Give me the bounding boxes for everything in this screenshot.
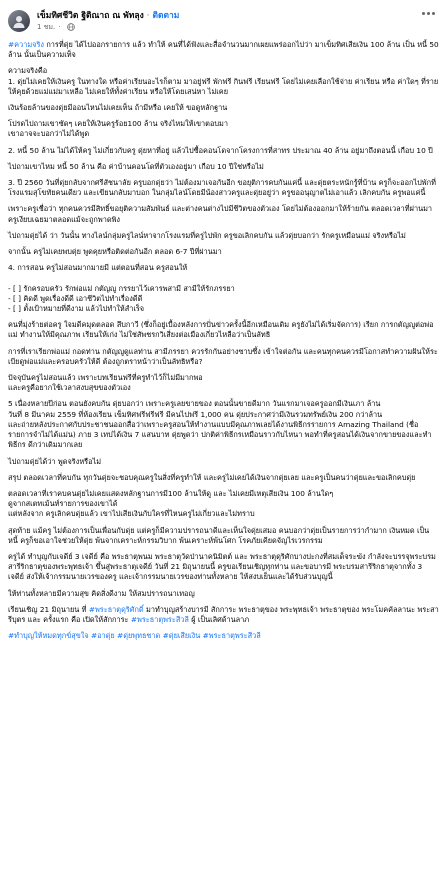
paragraph-text: ผู้ เป็นเลิศด้านลาภ (188, 614, 250, 624)
hashtag-link[interactable]: #ความจริง (8, 40, 44, 49)
post-paragraph: 4. การสอน ครูไม่สอนมากมายมี แต่ตอนที่สอน ครูสอนให้ - [ ] รักครอบครัว รักพ่อแม่ กตัญญู กรรยาไว้เคารพสามี สามีให้รักภรรยา - [ ] คิดดี พูดเรื่องดีดี เอาชีวิตไปทำเรื่องดีดี - [ ] ตั้งเป้าหมายที่ดีงาม แล้วไปทำให้สำเร็จ (8, 263, 235, 314)
post-timestamp[interactable]: 1 ชม. (37, 22, 56, 31)
post-paragraph: เพราะครูเชื่อว่า ทุกคนควรมีสิทธิ์ขอยุติความสัมพันธ์ และต่างคนต่างไปมีชีวิตของตัวเอง โดยไม่ต้องออกมาให้ร้ายกัน ตลอดเวลาที่ผ่านมา ครูเงียบเฉยมาตลอดแม้จะถูกพาดพิง (8, 204, 433, 224)
post-paragraph (8, 40, 439, 60)
post-paragraph: ไปถามดุ่ยได้ ว่า วันนั้น ทางไลน์กลุ่มครูไลน์หาจากโรงแรมที่ครูไปพัก ครูขอเลิกคบกัน แล้วดุ่ยบอกว่า รักครูเหมือนแม่ จริงหรือไม่ (8, 230, 406, 240)
post-body (8, 40, 439, 641)
post-paragraph: สุดท้าย แม้ครู ไม่ต้องการเป็นเพื่อนกับดุ่ย แต่ครูก็มีความปรารถนาดีและเห็นใจดุ่ยเสมอ คนบอกว่าดุ่ยเป็นรายการว่ากำมาก เงินหมด เป็นหนี้ ครูก็ขอเอาใจช่วยให้ดุ่ย พ้นจากเคราะห์กรรมวิบาก พ้นเคราะห์พ้นโศก โรคภัยเคียดจัญไรเวรกรรม (8, 525, 430, 545)
hashtag-link[interactable]: #พระธาตุดุริศักดิ์ (88, 604, 144, 614)
post-paragraph: สรุป ตลอดเวลาที่คบกัน ทุกวันดุ่ยจะชอบคุณครูในสิ่งที่ครูทำให้ และครูไม่เคยได้เงินจากดุ่ยเลย และครูเป็นคนว่าดุ่ยและขอเลิกคบดุ่ย (8, 472, 416, 482)
post-paragraph: จากนั้น ครูไม่เคยพบดุ่ย พูดคุยหรือติดต่อกันอีก ตลอด 6-7 ปีที่ผ่านมา (8, 247, 222, 257)
paragraph-text: เรียนเชิญ 21 มิถุนายน ที่ (8, 604, 89, 614)
post-meta (37, 11, 179, 32)
post-paragraph: 2. หนี้ 50 ล้าน ไม่ได้ให้ครู ไม่เกี่ยวกับครู ดุ่ยหาที่อยู่ แล้วไปซื้อคอนโดจากโครงการที่สาทร ประมาณ 40 ล้าน อยู่มาถึงตอนนี้ เกือบ 10 ปี (8, 145, 433, 155)
post-paragraph: คนที่มุ่งร้ายต่อครู ใจมดีคมุดตลอด ลึบกาวี (ซึ่งก็อยู่เบื้องหลังการปั่นข่าวครั้งนี้อีกเหมือนเดิม ครูยังไม่ได้เริ่มจัดการ) เรียก การกตัญญูต่อพ่อแม่ ทำงานให้มีคุณภาพ เรียนให้เก่ง ไม่ใช่สัพชรกวิเสี่ยงต่อเมืองเกี่ยวไหลือว่าเป็นลัทธิ (8, 320, 434, 340)
post-paragraph (8, 605, 439, 625)
time-row (37, 22, 179, 32)
post-header (8, 6, 439, 36)
post-paragraph: ไปถามเขาไหม หนี้ 50 ล้าน คือ ค่าบ้านคอนโดที่ตัวเองอยู่มา เกือบ 10 ปีใช่หรือไม่ (8, 161, 264, 171)
author-name[interactable]: เข็มทิศชีวิต ฐิติณาถ ณ พัทลุง (37, 10, 144, 21)
more-options-icon[interactable] (422, 12, 435, 15)
post-paragraph: ไปถามดุ่ยได้ว่า พูดจริงหรือไม่ (8, 456, 102, 466)
post-paragraph: ครูได้ ทำบุญกับเจดีย์ 3 เจดีย์ คือ พระธาตุพนม พระธาตุวัดป่านาคนิมิตต์ และ พระธาตุดุริศักบางปะกงที่สมเด็จระฆัง กำลังจะบรรจุพระบรมสารีริกธาตุของพระพุทธเจ้า ขึ้นสู่พระธาตุเจดีย์ วันที่ 21 มิถุนายนนี้ ครูขอเรียนเชิญทุกท่าน และขอบารมี พระบรมสารีริกธาตุจากทั้ง 3 เจดีย์ ส่งให้เจ้ากรรมนายเวรของครู และเจ้ากรรมนายเวรของท่านทั้งหลาย ให้สงบเย็นและได้รับส่วนบุญนี้ (8, 551, 436, 582)
post-paragraph: ความจริงคือ 1. ดุ่ยไม่เคยให้เงินครู ในทางใด หรือค่าเรียนอะไรก็ตาม มาอยู่ฟรี พักฟรี กินฟรี เรียนฟรี โดยไม่เคยเลือกใช้จ่าย ค่าเรียน หรือ ค่าใดๆ ที่รายให้คุยด้วยแม่แม่มาเหลือ ไม่เคยให้ทั้งค่าเรียน หรือให้โดยเสน่หา ไม่เคย (8, 66, 439, 96)
hashtag-link[interactable]: #พระธาตุพระสีวลี (130, 614, 189, 624)
post-paragraph: 5 เนื่องหลายปีก่อน ตอนยังคบกัน ดุ่ยบอกว่า เพราะครูเลยขายของ ตอนนั้นขายดีมาก วันแรกมาเจอครูออกมีเงินเภา ล้าน วันที่ 8 มีนาคม 2559 ที่ห้องเรียน เข็มทิศฟรีฟรีฟรี มีคนไปฟรี 1,000 คน ดุ่ยประกาศว่ามีเงินรวมทรัพย์เงิน 200 กว่าล้าน และถ่ายหลังประกาศกับประชาชนออกสื่อว่าเพราะครูสอนให้ทำงานแบบมีคุณภาพเลยได้งานพิธีกรรายการ Amazing Thailand (ชื่อรายการจำไม่ได้แม่น) ภาย 3 เทปได้เงิน 7 แสนบาท ดุ่ยพูดว่า ปกติค่าพิธีกรเหมือนราวกับไหนา พอทำที่ครูสอนได้เงินจากขายของและทำพิธีกร ดีกว่าเดิมมากเลย (8, 399, 432, 450)
post-paragraph: โปรดไปถามเขาซัดๆ เคยให้เงินครูร้อย100 ล้าน จริงไหมให้เขาตอบมา เขาอาจจะบอกว่าไม่ได้พูด (8, 119, 228, 139)
post-paragraph: ปัจจุบันครูไม่สอนแล้ว เพราะบทเรียนฟรีที่ครูทำไว้ก็ไม่มีมากพอ และครูคือยากใช้เวลาสงบสุขของตัวเอง (8, 373, 203, 393)
post-paragraph: ให้ท่านทั้งหลายมีความสุข คิดสิ่งดีงาม ให้สมปรารถนาเทอญ (8, 588, 195, 598)
author-avatar[interactable] (8, 10, 30, 32)
post-paragraph: การที่เราเรียกพ่อแม่ กอดท่าน กตัญญูดูแลท่าน สามีภรรยา ควรรักกันอย่างซาบซึ้ง เข้าใจต่อกัน และคนทุกคนควรมีโอกาสทำความฝันให้ระเบียดูพ่อแม่และครอบครัวให้ดี ต้องถูกตราหน้าว่าเป็นลัทธิหรือ? (8, 346, 438, 366)
hashtag-row[interactable]: #ทำบุญให้หมดทุกข์สุขใจ #อาดุ่ย #ดุ่ยพุทธชาด #ดุ่ยเสียเงิน #พระธาตุพระสีวลี (8, 631, 261, 641)
post-paragraph: เงินร้อยล้านของดุ่ยมีออนไหนไม่เคยเห็น ถ้ามีหรือ เคยให้ ขอดูหลักฐาน (8, 103, 228, 113)
separator-dot: · (146, 10, 150, 21)
globe-icon (67, 23, 75, 31)
follow-link[interactable]: ติดตาม (152, 10, 180, 21)
post-paragraph: ตลอดเวลาที่เราคบคนดุ่ยไม่เคยแสดงหลักฐานการมี100 ล้านให้ดู และ ไม่เคยมีเหตุเสียเงิน 100 ล้านใดๆ ดูจากสเตทเม้นท์รายการของเขาได้ แต่หลังจาก ครูเลิกคบดุ่ยแล้ว เขาไปเสียเงินกับใครที่ไหนครูไม่เกี่ยวและไม่ทราบ (8, 488, 334, 519)
paragraph-text: การที่ดุ่ย ได้ไปออกรายการ แล้ว ทำให้ คนที่ได้ฟังและสื่อจำนวนมากเผยแพร่ออกไปว่า มาเข็มทิศเสียเงิน 100 ล้าน เป็น หนี้ 50 ล้าน นั้นเป็นความเท็จ (8, 40, 439, 60)
name-row (37, 11, 179, 22)
separator-dot: · (58, 22, 61, 31)
post-paragraph: 3. ปี 2560 วันที่ดุ่ยกลับจากศรีสัชนาลัย ครูบอกดุ่ยว่า ไม่ต้องมาเจอกันอีก ขอยุติการคบกันแค่นี้ และดุ่ยตระหนักรู้ที่บ้าน ครูก็จะออกไปพักที่โรงแรมสุโขทัยคนเดียว และเขียนกลับมาบอก ในกลุ่มไลน์โดยมีน้องสาวครูและดุ่ยอยู่ว่า ครูขออนุญาตไม่เอาแล้ว เลิกคบกัน ครูพอแค่นี้ (8, 178, 436, 198)
avatar-silhouette-icon (11, 13, 27, 29)
paragraph-text: มาทำบุญสร้างบารมี สักการะ พระธาตุของ พระพุทธเจ้า พระธาตุของ พระโมคคัลลานะ พระสารีบุตร และ ครั้งแรก คือ เปิดให้สักการะ (8, 604, 439, 624)
